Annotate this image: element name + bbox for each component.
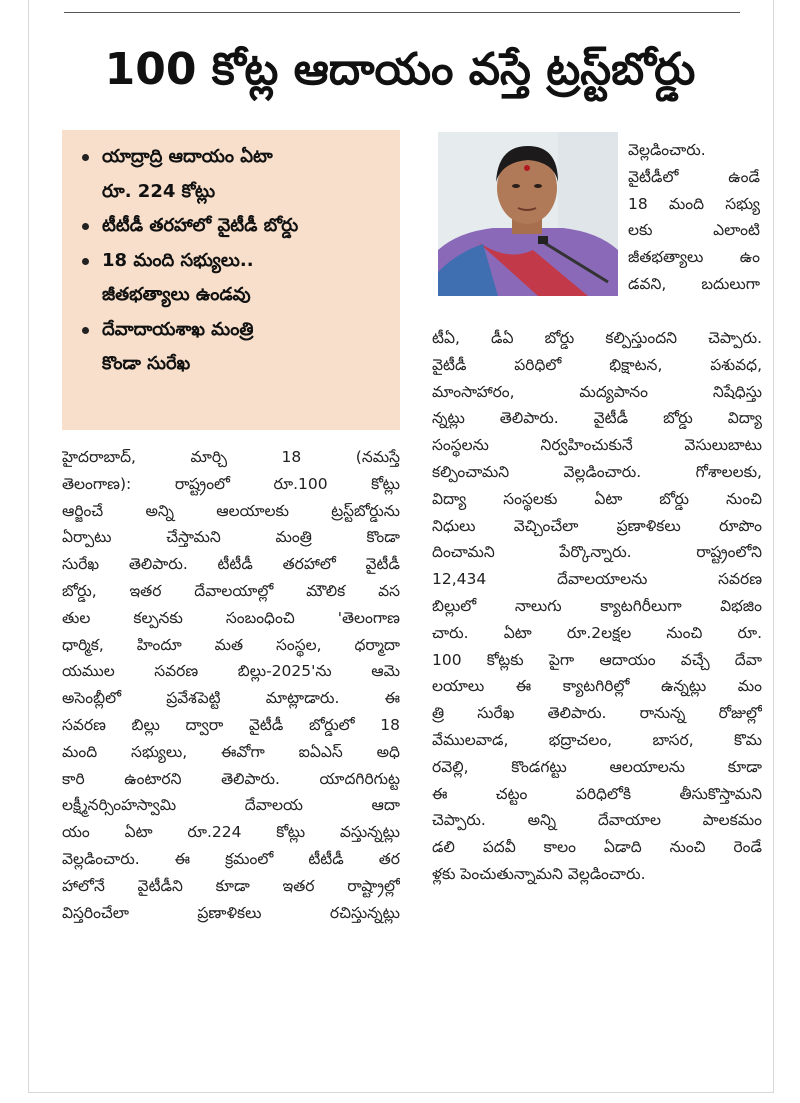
article-line: ఏర్పాటు చేస్తామని మంత్రి కొండా <box>62 528 400 547</box>
article-line: సంస్థలను నిర్వహించుకునే వెసులుబాటు <box>432 436 762 455</box>
article-line: వైటీడీ పరిధిలో భిక్షాటన, పశువధ, <box>432 355 762 374</box>
article-column-right <box>432 325 762 888</box>
article-line: దించామని పేర్కొన్నారు. రాష్ట్రంలోని <box>432 543 762 562</box>
article-line: లక్ష్మీనర్సింహస్వామి దేవాలయ ఆదా <box>62 796 400 815</box>
headline: 100 కోట్ల ఆదాయం వస్తే ట్రస్ట్‌బోర్డు <box>104 44 696 95</box>
article-column-left <box>62 444 400 926</box>
highlight-line: దేవాదాయశాఖ మంత్రి <box>102 318 254 340</box>
bullet-icon <box>82 154 89 161</box>
article-line: నిధులు వెచ్చించేలా ప్రణాళికలు రూపొం <box>432 516 762 535</box>
highlight-item <box>82 244 390 313</box>
article-line: హైదరాబాద్, మార్చి 18 (నమస్తే <box>62 448 400 466</box>
article-line: సవరణ బిల్లు ద్వారా వైటీడీ బోర్డులో 18 <box>62 715 400 734</box>
bullet-icon <box>82 327 89 334</box>
article-line: లకు ఎలాంటి <box>628 221 760 240</box>
article-line: చెప్పారు. అన్ని దేవాయాల పాలకమం <box>432 811 762 830</box>
highlights-box <box>62 130 400 430</box>
article-line: యం ఏటా రూ.224 కోట్లు వస్తున్నట్లు <box>62 823 400 842</box>
article-line: మాంసాహారం, మద్యపానం నిషేధిస్తు <box>432 382 762 401</box>
article-line: యముల సవరణ బిల్లు-2025'ను ఆమె <box>62 662 400 681</box>
article-line: విస్తరించేలా ప్రణాళికలు రచిస్తున్నట్లు <box>62 903 400 922</box>
article-line: న్నట్లు తెలిపారు. వైటీడీ బోర్డు విద్యా <box>432 409 762 428</box>
article-line: 18 మంది సభ్యు <box>628 194 760 213</box>
article-line: సురేఖ తెలిపారు. టీటీడీ తరహాలో వైటీడీ <box>62 555 400 574</box>
highlight-item <box>82 209 390 244</box>
portrait-illustration <box>438 132 618 296</box>
highlight-line: కొండా సురేఖ <box>102 353 191 374</box>
article-line: త్రి సురేఖ తెలిపారు. రానున్న రోజుల్లో <box>432 704 762 723</box>
highlight-line: జీతభత్యాలు ఉండవు <box>102 284 251 305</box>
bullet-icon <box>82 223 89 230</box>
article-line: ధార్మిక, హిందూ మత సంస్థల, ధర్మాదా <box>62 635 400 654</box>
article-line: డవని, బదులుగా <box>628 274 760 293</box>
highlight-line: రూ. 224 కోట్లు <box>102 180 216 202</box>
article-line: తుల కల్పనకు సంబంధించి 'తెలంగాణ <box>62 608 400 627</box>
minister-photo <box>438 132 618 296</box>
article-line: ళ్లకు పెంచుతున్నామని వెల్లడించారు. <box>432 864 646 883</box>
article-line: లయాలు ఈ క్యాటగిరిల్లో ఉన్నట్లు మం <box>432 677 762 696</box>
article-line: బోర్డు, ఇతర దేవాలయాల్లో మౌలిక వస <box>62 581 400 600</box>
top-rule <box>64 12 740 13</box>
article-line: వైటీడీలో ఉండే <box>628 167 760 186</box>
article-line: వేములవాడ, భద్రాచలం, బాసర, కొమ <box>432 730 762 749</box>
article-line: రవెల్లి, కొండగట్టు ఆలయాలను కూడా <box>432 757 762 776</box>
article-line: 100 కోట్లకు పైగా ఆదాయం వచ్చే దేవా <box>432 650 762 669</box>
article-line: వెల్లడించారు. <box>628 141 706 159</box>
article-line: బిల్లులో నాలుగు క్యాటగిరీలుగా విభజిం <box>432 596 762 615</box>
article-line: విద్యా సంస్థలకు ఏటా బోర్డు నుంచి <box>432 489 762 508</box>
highlight-line: యాద్రాద్రి ఆదాయం ఏటా <box>102 146 273 167</box>
article-line: 12,434 దేవాలయాలను సవరణ <box>432 570 762 589</box>
highlights-list <box>82 140 390 382</box>
highlight-item <box>82 313 390 382</box>
article-line: టీఏ, డీఏ బోర్డు కల్పిస్తుందని చెప్పారు. <box>432 329 762 347</box>
highlight-line: టీటీడీ తరహాలో వైటీడీ బోర్డు <box>102 215 299 236</box>
bullet-icon <box>82 258 89 265</box>
article-line: కల్పించామని వెల్లడించారు. గోశాలలకు, <box>432 462 762 481</box>
article-line: ఆర్జించే అన్ని ఆలయాలకు ట్రస్ట్‌బోర్డును <box>62 501 400 520</box>
highlight-line: 18 మంది సభ్యులు.. <box>102 249 254 271</box>
article-column-right-narrow <box>628 137 760 298</box>
article-line: ఈ చట్టం పరిధిలోకి తీసుకొస్తామని <box>432 784 762 803</box>
article-line: మంది సభ్యులు, ఈవోగా ఐఏఎస్ అధి <box>62 742 400 761</box>
article-line: డలి పదవీ కాలం ఏడాది నుంచి రెండే <box>432 838 762 857</box>
article-line: జీతభత్యాలు ఉం <box>628 248 760 267</box>
article-line: తెలంగాణ): రాష్ట్రంలో రూ.100 కోట్లు <box>62 474 400 493</box>
article-line: వెల్లడించారు. ఈ క్రమంలో టీటీడీ తర <box>62 849 400 868</box>
article-line: కారి ఉంటారని తెలిపారు. యాదగిరిగుట్ట <box>62 769 400 788</box>
article-line: హాలోనే వైటీడీని కూడా ఇతర రాష్ట్రాల్లో <box>62 876 400 895</box>
highlight-item <box>82 140 390 209</box>
article-line: అసెంబ్లీలో ప్రవేశపెట్టి మాట్లాడారు. ఈ <box>62 689 400 708</box>
article-line: చారు. ఏటా రూ.2లక్షల నుంచి రూ. <box>432 623 762 642</box>
